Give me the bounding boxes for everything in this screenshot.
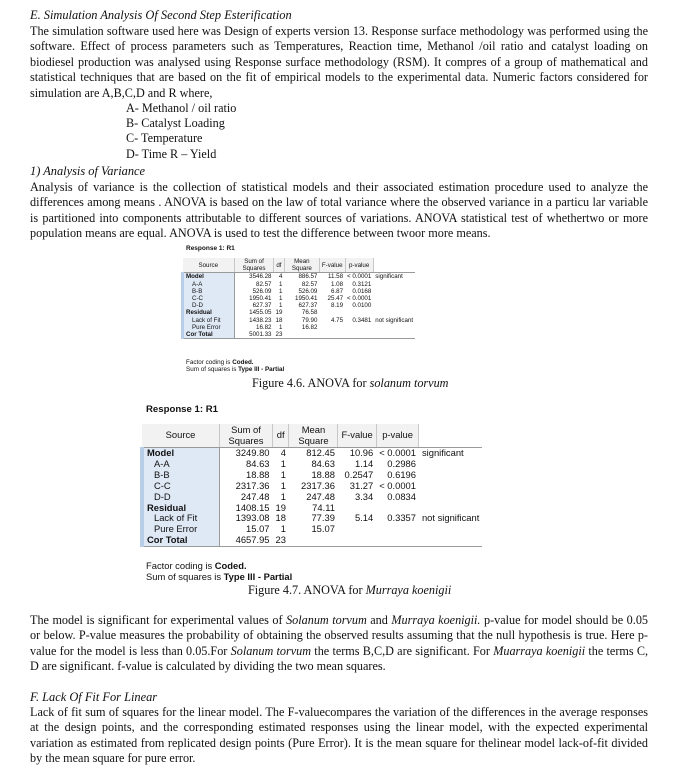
- cell-df: 4: [278, 273, 283, 281]
- col-significance: [373, 258, 415, 273]
- cell-source: A-A: [142, 459, 220, 470]
- note-text: Factor coding is: [186, 359, 233, 366]
- cell-p: [345, 331, 373, 339]
- table-row: [142, 481, 482, 492]
- section-1-heading: 1) Analysis of Variance: [30, 164, 146, 178]
- species-name: Murraya koenigii.: [391, 613, 481, 627]
- cell-df: 23: [273, 535, 289, 546]
- table-row: [183, 273, 416, 281]
- cell-ms: 84.63: [311, 457, 335, 469]
- col-sum-of-squares: Sum of Squares: [235, 258, 274, 273]
- cell-ss: 82.57: [256, 280, 272, 288]
- col-df: df: [273, 424, 289, 448]
- cell-sig: [373, 295, 415, 302]
- note-value: Coded.: [214, 560, 247, 571]
- cell-df: 19: [275, 309, 283, 317]
- cell-source: Residual: [142, 503, 220, 514]
- cell-source: Lack of Fit: [142, 513, 220, 524]
- cell-sig: not significant: [421, 512, 480, 524]
- cell-df: 18: [275, 316, 283, 324]
- cell-f: 6.87: [330, 287, 344, 295]
- col-significance: [419, 424, 482, 448]
- col-p-value: p-value: [376, 424, 419, 448]
- anova-table-solanum: [181, 258, 415, 339]
- table-row: [183, 281, 416, 288]
- ss-type-note: [186, 366, 284, 373]
- note-value: Type III - Partial: [223, 570, 293, 582]
- cell-ms: 812.45: [306, 447, 335, 458]
- table-row: [183, 324, 416, 331]
- cell-source: D-D: [142, 492, 220, 503]
- col-f-value: F-value: [319, 258, 345, 273]
- col-source: Source: [142, 424, 220, 448]
- cell-source: Residual: [183, 309, 235, 316]
- cell-f: 5.14: [354, 512, 374, 524]
- cell-source: D-D: [183, 302, 235, 309]
- col-mean-square: Mean Square: [289, 424, 338, 448]
- cell-df: 1: [280, 479, 286, 491]
- cell-source: B-B: [142, 470, 220, 481]
- cell-source: Lack of Fit: [183, 317, 235, 324]
- note-text: Sum of squares is: [146, 570, 224, 582]
- cell-ms: 526.09: [298, 287, 318, 295]
- cell-ms: 77.39: [311, 512, 335, 524]
- factor-list: [126, 101, 236, 162]
- cell-ms: 1950.41: [295, 295, 318, 303]
- col-f-value: F-value: [338, 424, 376, 448]
- cell-ms: 76.58: [301, 309, 318, 317]
- cell-ss: 16.82: [256, 323, 272, 331]
- cell-df: 1: [278, 323, 283, 331]
- text-run: the terms B,C,D are significant. For: [311, 643, 494, 658]
- cell-ss: 2317.36: [235, 479, 270, 491]
- note-value: Coded.: [232, 359, 254, 366]
- table1-notes: [186, 359, 284, 374]
- cell-sig: [419, 470, 482, 481]
- cell-sig: [419, 524, 482, 535]
- cell-source: Model: [142, 448, 220, 459]
- cell-f: 11.58: [328, 273, 344, 281]
- anova-table-murraya: [140, 424, 482, 547]
- col-df: df: [274, 258, 285, 273]
- cell-ms: [289, 535, 338, 546]
- cell-sig: not significant: [375, 316, 414, 324]
- cell-ms: 79.90: [301, 316, 318, 324]
- cell-sig: [373, 309, 415, 316]
- cell-ms: 627.37: [298, 302, 318, 310]
- cell-f: 8.19: [330, 302, 344, 310]
- cell-p: 0.0168: [352, 287, 372, 295]
- cell-p: 0.3481: [352, 316, 372, 324]
- cell-f: [319, 309, 345, 316]
- table2-notes: [146, 561, 292, 583]
- table-row: [183, 302, 416, 309]
- species-name: Muarraya koenigii: [493, 643, 586, 658]
- cell-p: [376, 524, 419, 535]
- cell-ms: 2317.36: [301, 479, 335, 491]
- cell-p: [345, 309, 373, 316]
- cell-ss: 1950.41: [249, 295, 272, 303]
- cell-sig: [419, 492, 482, 503]
- cell-p: 0.0100: [352, 302, 372, 310]
- col-mean-square: Mean Square: [284, 258, 319, 273]
- cell-source: C-C: [142, 481, 220, 492]
- discussion-paragraph: [30, 613, 648, 675]
- table2-title: Response 1: R1: [146, 404, 218, 415]
- cell-ss: 18.88: [246, 468, 270, 480]
- cell-source: Cor Total: [183, 331, 235, 339]
- cell-df: 1: [278, 280, 283, 288]
- cell-p: < 0.0001: [379, 447, 416, 458]
- cell-ss: 15.07: [246, 523, 270, 535]
- section-f-paragraph: Lack of fit sum of squares for the linear model. The F-valuecompares the variation of the differences in the average responses at the design points, and the corresponding estimated responses using the linear model, with the expected experimental variation as estimated from replicated design points (Pure Error). It is the mean square for thelinear model lack-of-fit divided by the mean square for pure error.: [30, 705, 648, 766]
- cell-source: Model: [183, 273, 235, 281]
- cell-f: [319, 331, 345, 339]
- cell-ss: 5001.33: [235, 331, 274, 339]
- table-row: [142, 492, 482, 503]
- cell-sig: [419, 459, 482, 470]
- cell-sig: significant: [421, 447, 464, 458]
- cell-sig: [373, 281, 415, 288]
- species-name: Solanum torvum: [286, 613, 367, 627]
- table-row: [183, 295, 416, 302]
- cell-df: 1: [280, 523, 286, 535]
- table-row: [183, 288, 416, 295]
- cell-f: [338, 535, 376, 546]
- cell-ms: 247.48: [306, 490, 335, 502]
- cell-source: B-B: [183, 288, 235, 295]
- cell-ms: 15.07: [311, 523, 335, 535]
- table-row: [183, 331, 416, 339]
- col-p-value: p-value: [345, 258, 373, 273]
- text-run: and: [366, 613, 392, 627]
- section-e-paragraph: The simulation software used here was Design of experts version 13. Response surface methodology was performed using the software. Effect of process parameters such as Temperatures, Reaction time, Methanol /oil ratio and catalyst loading on biodiesel production was analysed using Response surface methodology (RSM). It compres of a group of mathematical and statistical techniques that are based on the fit of empirical models to the experimental data. Numeric factors considered for simulation are A,B,C,D and R where,: [30, 24, 648, 100]
- cell-f: 10.96: [349, 447, 374, 458]
- note-text: Factor coding is: [146, 560, 215, 571]
- table-header-row: [142, 424, 482, 448]
- cell-f: 31.27: [349, 479, 374, 491]
- cell-ss: 1408.15: [235, 501, 270, 513]
- text-run: p-value for model should be 0.05 or below. P-value measures the probability of obtaining the observed results assuming that the null hypothesis is true. Here p- value for the model is less than 0.05.For: [30, 613, 649, 658]
- factor-item: B- Catalyst Loading: [126, 116, 225, 131]
- table-row: [142, 535, 482, 546]
- cell-ms: 74.11: [312, 501, 335, 513]
- cell-ms: 886.57: [298, 273, 318, 281]
- cell-df: 1: [280, 457, 286, 469]
- section-e-heading: E. Simulation Analysis Of Second Step Esterification: [30, 8, 292, 22]
- cell-df: 1: [278, 295, 283, 303]
- caption-species: Murraya koenigii: [365, 583, 452, 597]
- cell-p: < 0.0001: [347, 273, 372, 281]
- text-run: The model is significant for experimental values of: [30, 613, 287, 627]
- cell-ms: 82.57: [301, 280, 318, 288]
- coding-note: [186, 359, 284, 366]
- caption-text: Figure 4.7. ANOVA for: [248, 583, 366, 597]
- cell-ss: 84.63: [246, 457, 270, 469]
- caption-text: Figure 4.6. ANOVA for: [252, 376, 370, 390]
- cell-f: [319, 324, 345, 331]
- note-text: Sum of squares is: [186, 366, 239, 374]
- cell-f: 0.2547: [344, 468, 374, 480]
- section-f-heading: F. Lack Of Fit For Linear: [30, 690, 158, 704]
- cell-f: 25.47: [327, 295, 344, 303]
- cell-ss: 1393.08: [235, 512, 270, 524]
- cell-df: 1: [280, 468, 286, 480]
- factor-item: A- Methanol / oil ratio: [126, 101, 237, 115]
- cell-p: < 0.0001: [347, 295, 372, 303]
- table-header-row: [183, 258, 416, 273]
- note-value: Type III - Partial: [238, 366, 285, 374]
- cell-ss: 3546.28: [249, 273, 272, 281]
- factor-item: D- Time R – Yield: [126, 146, 217, 161]
- cell-df: 4: [280, 447, 286, 458]
- figure-4-6-caption: [252, 376, 448, 390]
- cell-sig: [373, 302, 415, 309]
- cell-ms: 16.82: [301, 323, 318, 331]
- factor-item: C- Temperature: [126, 131, 203, 146]
- cell-p: 0.3121: [352, 280, 372, 288]
- cell-df: 18: [275, 512, 286, 524]
- cell-sig: [373, 331, 415, 339]
- figure-4-7-caption: [248, 583, 451, 597]
- table-row: [142, 524, 482, 535]
- cell-df: 1: [280, 490, 286, 502]
- cell-sig: [419, 535, 482, 546]
- cell-source: Pure Error: [183, 324, 235, 331]
- cell-p: [376, 535, 419, 546]
- cell-df: 23: [275, 331, 283, 339]
- cell-ss: 247.48: [240, 490, 270, 502]
- species-name: Solanum torvum: [230, 643, 312, 658]
- col-source: Source: [183, 258, 235, 273]
- ss-type-note: [146, 572, 292, 583]
- cell-source: Cor Total: [142, 535, 220, 546]
- cell-sig: [373, 288, 415, 295]
- cell-sig: significant: [375, 273, 403, 281]
- table-row: [183, 317, 416, 324]
- cell-ss: 526.09: [252, 287, 272, 295]
- cell-p: 0.2986: [387, 457, 416, 469]
- cell-df: 19: [275, 501, 286, 513]
- cell-sig: [419, 481, 482, 492]
- caption-species: solanum torvum: [369, 376, 449, 390]
- cell-source: C-C: [183, 295, 235, 302]
- cell-p: 0.3357: [387, 512, 416, 524]
- cell-ss: 627.37: [252, 302, 272, 310]
- section-1-paragraph: Analysis of variance is the collection of statistical models and their associated estimation procedure used to analyze the differences among means . ANOVA is based on the law of total variance where the observed variance in a particu lar variable is partitioned into components attributable to different sources of variations. ANOVA statistical test of whethertwo or more population means are equal. ANOVA is used to test the difference between twoor more means.: [30, 180, 648, 241]
- text-run: the terms C, D are significant. f-value is calculated by dividing the two mean squares.: [30, 643, 649, 674]
- cell-f: 3.34: [354, 490, 374, 502]
- cell-p: < 0.0001: [379, 479, 416, 491]
- cell-f: 1.08: [330, 280, 344, 288]
- table-row: [183, 309, 416, 316]
- cell-sig: [373, 324, 415, 331]
- cell-ss: 1455.05: [249, 309, 272, 317]
- cell-source: Pure Error: [142, 524, 220, 535]
- cell-p: 0.0834: [387, 490, 416, 502]
- col-sum-of-squares: Sum of Squares: [220, 424, 273, 448]
- cell-p: [345, 324, 373, 331]
- cell-p: 0.6196: [387, 468, 416, 480]
- cell-ss: 1438.23: [249, 316, 272, 324]
- cell-f: 1.14: [354, 457, 374, 469]
- cell-source: A-A: [183, 281, 235, 288]
- cell-df: 1: [278, 287, 283, 295]
- cell-ms: 18.88: [311, 468, 335, 480]
- cell-ms: [284, 331, 319, 339]
- cell-f: 4.75: [330, 316, 344, 324]
- cell-f: [338, 524, 376, 535]
- table1-title: Response 1: R1: [186, 245, 235, 252]
- cell-ss: 4657.95: [220, 535, 273, 546]
- cell-ss: 3249.80: [235, 447, 270, 458]
- cell-df: 1: [278, 302, 283, 310]
